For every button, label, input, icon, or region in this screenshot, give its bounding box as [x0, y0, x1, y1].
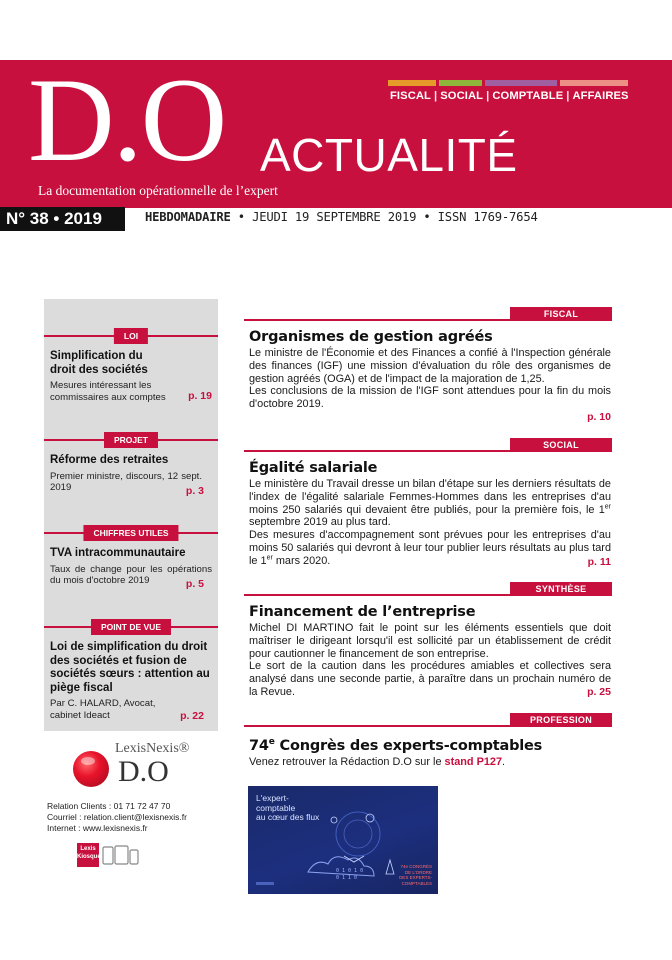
- logo-sub: ACTUALITÉ: [260, 129, 518, 181]
- section-tag: LOI: [114, 328, 148, 344]
- section-bar-social: [244, 438, 612, 452]
- section-body: Premier ministre, discours, 12 sept. 2019: [50, 470, 202, 493]
- section-header: [44, 328, 218, 344]
- do-wordmark: D.O: [118, 755, 169, 788]
- article-title: 74e Congrès des experts-comptables: [249, 737, 543, 754]
- lexis-wordmark: LexisNexis®: [115, 741, 190, 756]
- article-title: Organismes de gestion agréés: [249, 329, 493, 345]
- article-egalite-salariale[interactable]: [249, 460, 611, 568]
- section-bar-synthese: [244, 582, 612, 596]
- category-nav: FISCAL | SOCIAL | COMPTABLE | AFFAIRES: [390, 90, 629, 102]
- frequency: HEBDOMADAIRE: [145, 210, 231, 224]
- page-ref[interactable]: p. 5: [185, 578, 204, 590]
- category-social: SOCIAL: [440, 90, 484, 102]
- contact-email[interactable]: Courriel : relation.client@lexisnexis.fr: [47, 812, 187, 822]
- issn: ISSN 1769-7654: [437, 210, 538, 224]
- section-body: Par C. HALARD, Avocat, cabinet Ideact: [50, 698, 156, 721]
- stand-highlight: stand P127: [444, 755, 503, 768]
- sidebar: [44, 299, 218, 731]
- svg-text:0 1 1 0: 0 1 1 0: [336, 875, 358, 881]
- section-bar-fiscal: [244, 307, 612, 321]
- category-affaires: AFFAIRES: [572, 90, 629, 102]
- section-title: Loi de simplification du droit des sociétés et fusion de sociétés sœurs : attention au piège fiscal: [50, 641, 210, 694]
- article-congres[interactable]: [249, 734, 611, 769]
- promo-congress-mark: 74e CONGRÈS DE L'ORDRE DES EXPERTS- COMPTABLES: [399, 864, 432, 886]
- section-tag: SOCIAL: [510, 438, 612, 452]
- section-title: Réforme des retraites: [50, 454, 169, 466]
- page-ref[interactable]: p. 25: [587, 686, 611, 698]
- section-tag: PROJET: [104, 432, 158, 448]
- contact-phone: Relation Clients : 01 71 72 47 70: [47, 801, 171, 811]
- category-bar-social: [439, 80, 482, 86]
- issue-line: HEBDOMADAIRE • JEUDI 19 SEPTEMBRE 2019 • ISSN 1769-7654: [145, 210, 538, 224]
- tagline: La documentation opérationnelle de l’expert: [38, 183, 278, 198]
- section-header: [44, 432, 218, 448]
- article-body: Michel DI MARTINO fait le point sur les éléments essentiels que doit maîtriser le dirigeant lorsqu'il est sollicité par un établissement de crédit pour cautionner le financement de son entreprise. Le sort de la caution dans les procédures amiables et collectives sera analysé dans une seconde partie, à paraître dans un prochain numéro de la Revue.: [249, 622, 611, 698]
- section-tag: FISCAL: [510, 307, 612, 321]
- issue-badge: N° 38 • 2019: [0, 207, 125, 231]
- section-tag: PROFESSION: [510, 713, 612, 727]
- section-header: [44, 525, 218, 541]
- category-comptable: COMPTABLE: [492, 90, 564, 102]
- svg-text:0 1 0 1 0: 0 1 0 1 0: [336, 868, 364, 874]
- article-body: Le ministère du Travail dresse un bilan d'étape sur les derniers résultats de l'index de l'égalité salariale Femmes-Hommes dans les entreprises d'au moins 250 salariés qui devaient être publiés, pour la première fois, le 1er septembre 2019 au plus tard. Des mesures d'accompagnement sont prévues pour les entreprises d'au moins 50 salariés qui devront à leur tour publier leurs résultats au plus tard le 1er mars 2020.: [249, 478, 611, 567]
- page-ref[interactable]: p. 19: [188, 390, 212, 402]
- congress-promo-image[interactable]: [248, 786, 438, 894]
- section-tag: POINT DE VUE: [91, 619, 171, 635]
- category-color-bars: [388, 80, 660, 86]
- logo-main: D.O: [28, 53, 226, 186]
- sidebar-section-point-de-vue[interactable]: [44, 619, 218, 721]
- issue-date: JEUDI 19 SEPTEMBRE 2019: [252, 210, 417, 224]
- category-bar-affaires: [560, 80, 628, 86]
- section-bar-profession: [244, 713, 612, 727]
- promo-text: L'expert- comptable au cœur des flux: [256, 793, 320, 822]
- article-title: Égalité salariale: [249, 460, 378, 476]
- section-title: Simplification du droit des sociétés: [50, 350, 148, 376]
- sidebar-section-chiffres-utiles[interactable]: [44, 525, 218, 590]
- section-tag: CHIFFRES UTILES: [83, 525, 178, 541]
- article-oga[interactable]: [249, 329, 611, 423]
- article-body: Le ministre de l'Économie et des Finances a confié à l'Inspection générale des finances (IGF) une mission d'évaluation du rôle des organismes de gestion agréés (OGA) et de l'impact de la majoration de 1,25. Les conclusions de la mission de l'IGF sont attendues pour la fin du mois d'octobre 2019.: [249, 347, 611, 411]
- contacts: [47, 801, 187, 834]
- article-body: Venez retrouver la Rédaction D.O sur le stand P127.: [249, 755, 506, 768]
- lexis-kiosque-logo[interactable]: Lexis Kiosque: [77, 843, 99, 867]
- page-ref[interactable]: p. 22: [180, 710, 204, 722]
- category-fiscal: FISCAL: [390, 90, 431, 102]
- section-tag: SYNTHÈSE: [510, 582, 612, 596]
- sidebar-section-loi[interactable]: [44, 328, 218, 403]
- lexis-globe-icon: [73, 751, 109, 787]
- lexisnexis-logo[interactable]: [70, 741, 200, 791]
- article-title: Financement de l’entreprise: [249, 604, 476, 620]
- section-body: Taux de change pour les opérations du mois d'octobre 2019: [50, 563, 212, 586]
- article-financement[interactable]: [249, 604, 611, 699]
- page-ref[interactable]: p. 3: [185, 485, 204, 497]
- section-header: [44, 619, 218, 635]
- contact-website[interactable]: Internet : www.lexisnexis.fr: [47, 823, 148, 833]
- sidebar-section-projet[interactable]: [44, 432, 218, 497]
- category-bar-fiscal: [388, 80, 436, 86]
- section-title: TVA intracommunautaire: [50, 547, 186, 559]
- devices-icon: [102, 844, 140, 866]
- category-bar-comptable: [485, 80, 557, 86]
- page-ref[interactable]: p. 11: [587, 556, 611, 568]
- section-body: Mesures intéressant les commissaires aux comptes: [50, 380, 166, 403]
- page-ref[interactable]: p. 10: [587, 411, 611, 423]
